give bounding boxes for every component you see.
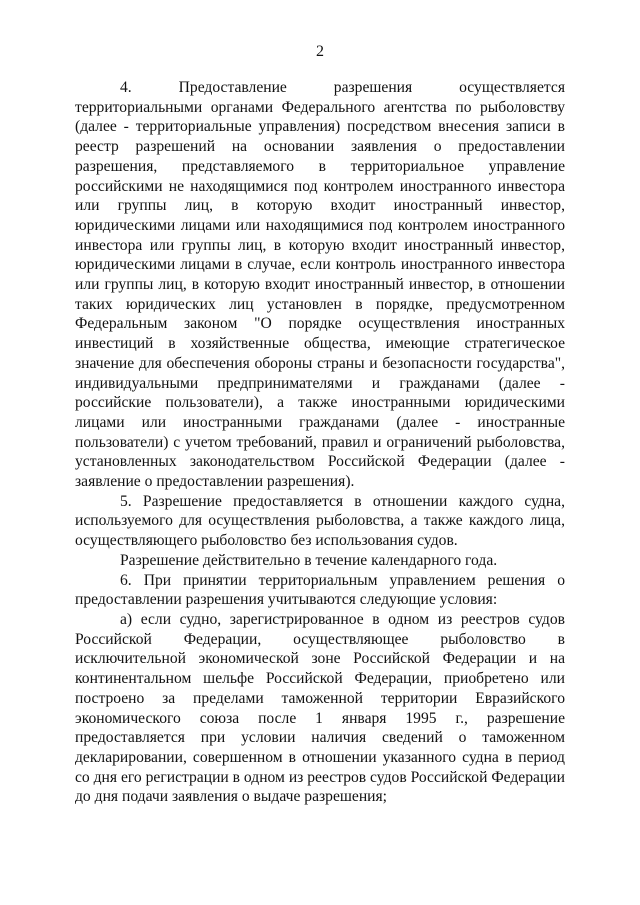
paragraph-6a: а) если судно, зарегистрированное в одном из реестров судов Российской Федерации, осуществляющее рыболовство в исключительной экономической зоне Российской Федерации и на континентальном шельфе Российской Федерации, приобретено или построено за пределами таможенной территории Евразийского экономического союза после 1 января 1995 г., разрешение предоставляется при условии наличия сведений о таможенном декларировании, совершенном в отношении указанного судна в период со дня его регистрации в одном из реестров судов Российской Федерации до дня подачи заявления о выдаче разрешения; — [75, 610, 565, 806]
paragraph-6: 6. При принятии территориальным управлением решения о предоставлении разрешения учитываются следующие условия: — [75, 571, 565, 609]
page-number: 2 — [316, 43, 324, 60]
document-body — [75, 78, 565, 807]
paragraph-4: 4. Предоставление разрешения осуществляется территориальными органами Федерального агентства по рыболовству (далее - территориальные управления) посредством внесения записи в реестр разрешений на основании заявления о предоставлении разрешения, представляемого в территориальное управление российскими не находящимися под контролем иностранного инвестора или группы лиц, в которую входит иностранный инвестор, юридическими лицами или находящимися под контролем иностранного инвестора или группы лиц, в которую входит иностранный инвестор, юридическими лицами в случае, если контроль иностранного инвестора или группы лиц, в которую входит иностранный инвестор, в отношении таких юридических лиц установлен в порядке, предусмотренном Федеральным законом "О порядке осуществления иностранных инвестиций в хозяйственные общества, имеющие стратегическое значение для обеспечения обороны страны и безопасности государства", индивидуальными предпринимателями и гражданами (далее - российские пользователи), а также иностранными юридическими лицами или иностранными гражданами (далее - иностранные пользователи) с учетом требований, правил и ограничений рыболовства, установленных законодательством Российской Федерации (далее - заявление о предоставлении разрешения). — [75, 79, 565, 491]
paragraph-validity: Разрешение действительно в течение календарного года. — [120, 551, 498, 569]
paragraph-5: 5. Разрешение предоставляется в отношении каждого судна, используемого для осуществления рыболовства, а также каждого лица, осуществляющего рыболовство без использования судов. — [75, 492, 565, 550]
